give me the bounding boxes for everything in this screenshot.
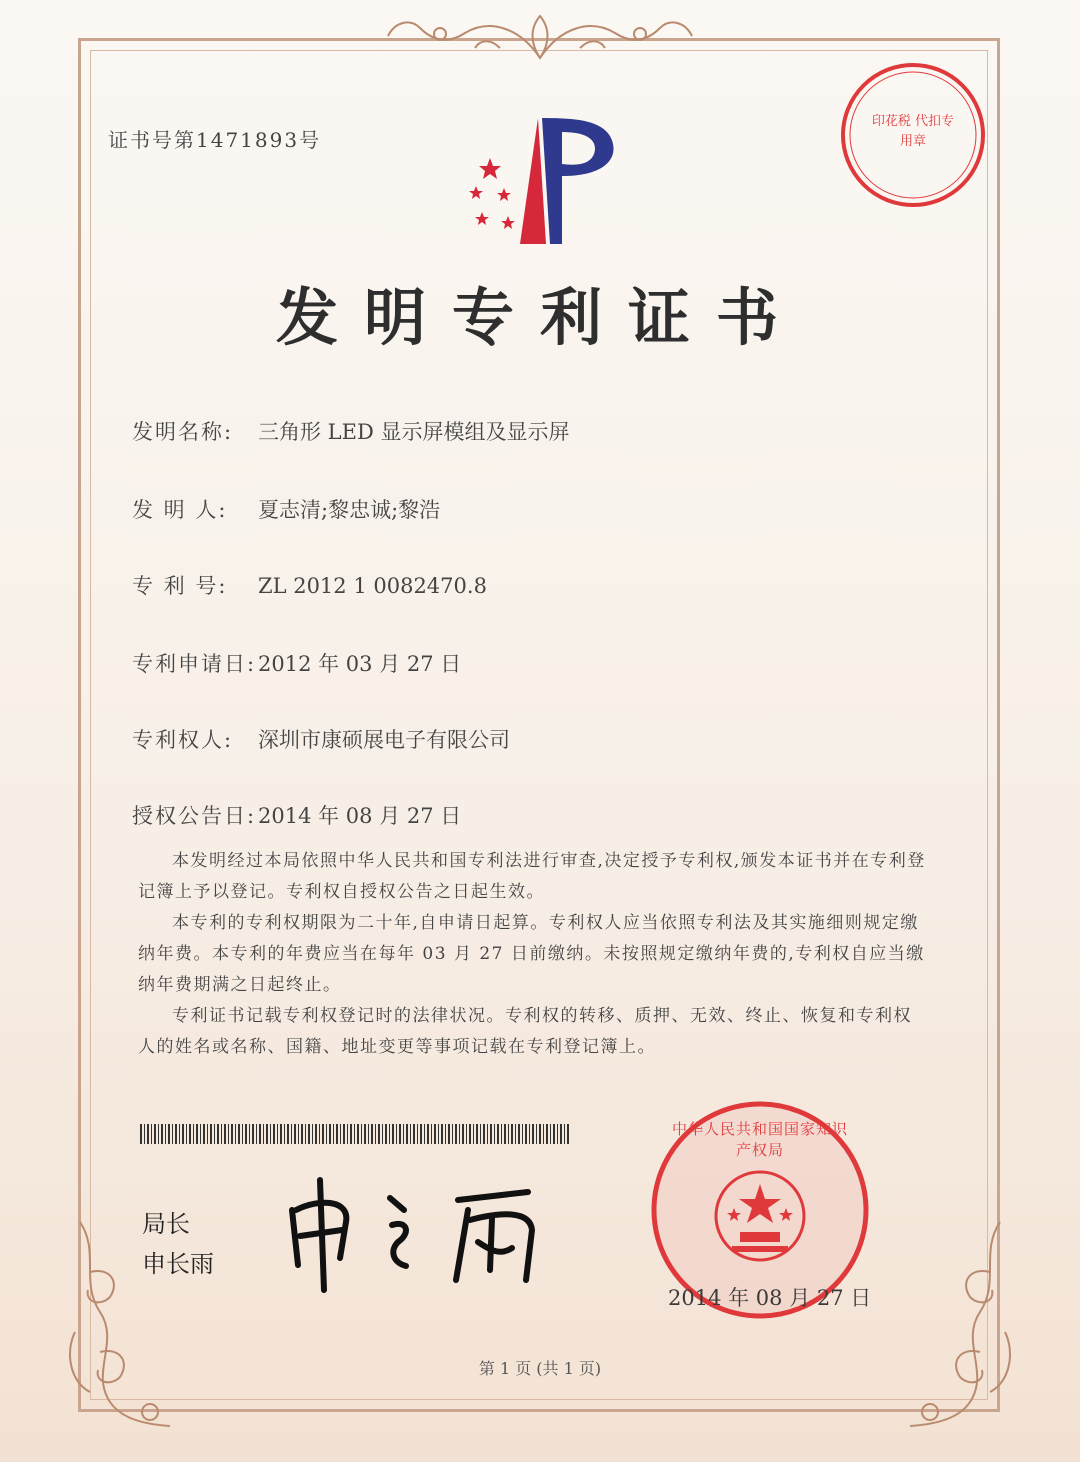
field-label: 专利申请日: — [132, 652, 257, 676]
patent-office-logo — [460, 114, 630, 249]
field-patent-number — [132, 570, 487, 600]
field-label: 授权公告日: — [132, 804, 257, 828]
field-invention-name — [132, 416, 569, 446]
field-value: 2014 年 08 月 27 日 — [258, 804, 462, 828]
field-inventors — [132, 494, 440, 524]
field-application-date — [132, 648, 461, 678]
handwritten-signature — [280, 1170, 560, 1300]
tax-stamp-center-text: 印花税 代扣专用章 — [871, 114, 955, 149]
field-value: 深圳市康硕展电子有限公司 — [258, 728, 510, 752]
director-title: 局长 — [142, 1210, 190, 1238]
field-label: 发明名称: — [132, 420, 234, 444]
barcode — [140, 1124, 570, 1144]
field-value: 三角形 LED 显示屏模组及显示屏 — [258, 420, 570, 444]
body-paragraph-2: 本专利的专利权期限为二十年,自申请日起算。专利权人应当依照专利法及其实施细则规定缴纳年费。本专利的年费应当在每年 03 月 27 日前缴纳。未按照规定缴纳年费的,专利权自应当缴纳年费期满之日起终止。 — [138, 913, 925, 995]
official-seal-text: 中华人民共和国国家知识产权局 — [671, 1120, 848, 1159]
field-label: 发 明 人: — [132, 498, 228, 522]
field-label: 专 利 号: — [132, 574, 228, 598]
body-paragraph-3: 专利证书记载专利权登记时的法律状况。专利权的转移、质押、无效、终止、恢复和专利权人的姓名或名称、国籍、地址变更等事项记载在专利登记簿上。 — [138, 1006, 912, 1057]
page-indicator: 第 1 页 (共 1 页) — [478, 1359, 602, 1378]
certificate-number: 证书号第1471893号 — [108, 128, 322, 152]
field-value: 夏志清;黎忠诚;黎浩 — [258, 498, 441, 522]
seal-date: 2014 年 08 月 27 日 — [668, 1286, 872, 1310]
top-scroll-ornament — [380, 8, 700, 70]
field-grant-date — [132, 800, 461, 830]
certificate-body — [138, 846, 928, 1063]
bottom-right-corner-ornament — [880, 1212, 1020, 1442]
field-value: 2012 年 03 月 27 日 — [258, 652, 462, 676]
field-value: ZL 2012 1 0082470.8 — [258, 574, 487, 598]
field-patentee — [132, 724, 510, 754]
certificate-title: 发明专利证书 — [275, 281, 804, 354]
body-paragraph-1: 本发明经过本局依照中华人民共和国专利法进行审查,决定授予专利权,颁发本证书并在专利登记簿上予以登记。专利权自授权公告之日起生效。 — [138, 851, 926, 902]
field-label: 专利权人: — [132, 728, 234, 752]
director-name: 申长雨 — [142, 1250, 214, 1278]
